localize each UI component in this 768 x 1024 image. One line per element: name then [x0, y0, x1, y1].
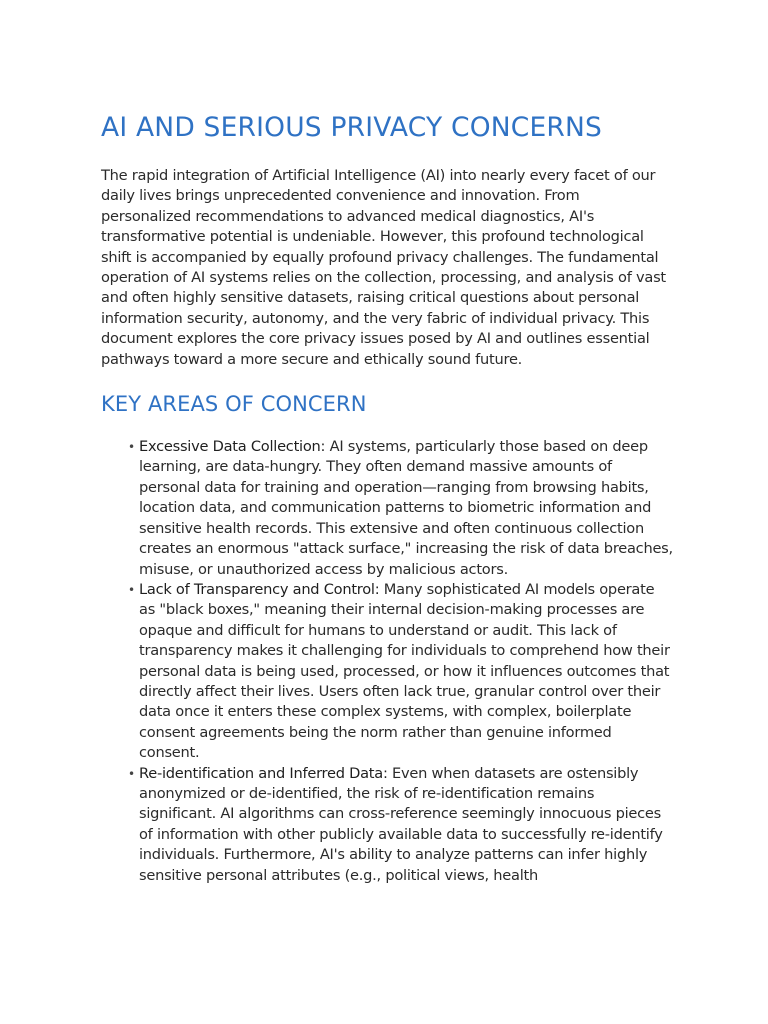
concern-text: Many sophisticated AI models operate as "black boxes," meaning their internal decision-making processes are opaque and difficult for humans to understand or audit. This lack of transparency makes it challenging for individuals to comprehend how their personal data is being used, processed, or how it influences outcomes that directly affect their lives. Users often lack true, granular control over their data once it enters these complex systems, with complex, boilerplate consent agreements being the norm rather than genuine informed consent. [139, 580, 670, 762]
intro-paragraph: The rapid integration of Artificial Intelligence (AI) into nearly every facet of our daily lives brings unprecedented convenience and innovation. From personalized recommendations to advanced medical diagnostics, AI's transformative potential is undeniable. However, this profound technological shift is accompanied by equally profound privacy challenges. The fundamental operation of AI systems relies on the collection, processing, and analysis of vast and often highly sensitive datasets, raising critical questions about personal information security, autonomy, and the very fabric of individual privacy. This document explores the core privacy issues posed by AI and outlines essential pathways toward a more secure and ethically sound future. [101, 167, 666, 368]
concern-item-re-identification [128, 764, 673, 886]
bullet-icon: • [128, 766, 135, 781]
concern-term: Re-identification and Inferred Data: [139, 764, 388, 782]
document-title: AI AND SERIOUS PRIVACY CONCERNS [101, 112, 603, 143]
bullet-icon: • [128, 440, 135, 455]
section-heading-key-areas: KEY AREAS OF CONCERN [101, 392, 367, 417]
concern-text: Even when datasets are ostensibly anonymized or de-identified, the risk of re-identification remains significant. AI algorithms can cross-reference seemingly innocuous pieces of information with other publicly available data to successfully re-identify individuals. Furthermore, AI's ability to analyze patterns can infer highly sensitive personal attributes (e.g., political views, health [139, 764, 663, 884]
document-content [101, 109, 673, 886]
concern-text: AI systems, particularly those based on deep learning, are data-hungry. They often demand massive amounts of personal data for training and operation—ranging from browsing habits, location data, and communication patterns to biometric information and sensitive health records. This extensive and often continuous collection creates an enormous "attack surface," increasing the risk of data breaches, misuse, or unauthorized access by malicious actors. [139, 438, 673, 578]
concern-item-lack-of-transparency [128, 580, 673, 764]
concern-term: Lack of Transparency and Control: [139, 580, 380, 598]
bullet-icon: • [128, 582, 135, 597]
concern-item-excessive-data-collection [128, 437, 673, 580]
concern-term: Excessive Data Collection: [139, 438, 326, 456]
concerns-list [101, 437, 673, 886]
